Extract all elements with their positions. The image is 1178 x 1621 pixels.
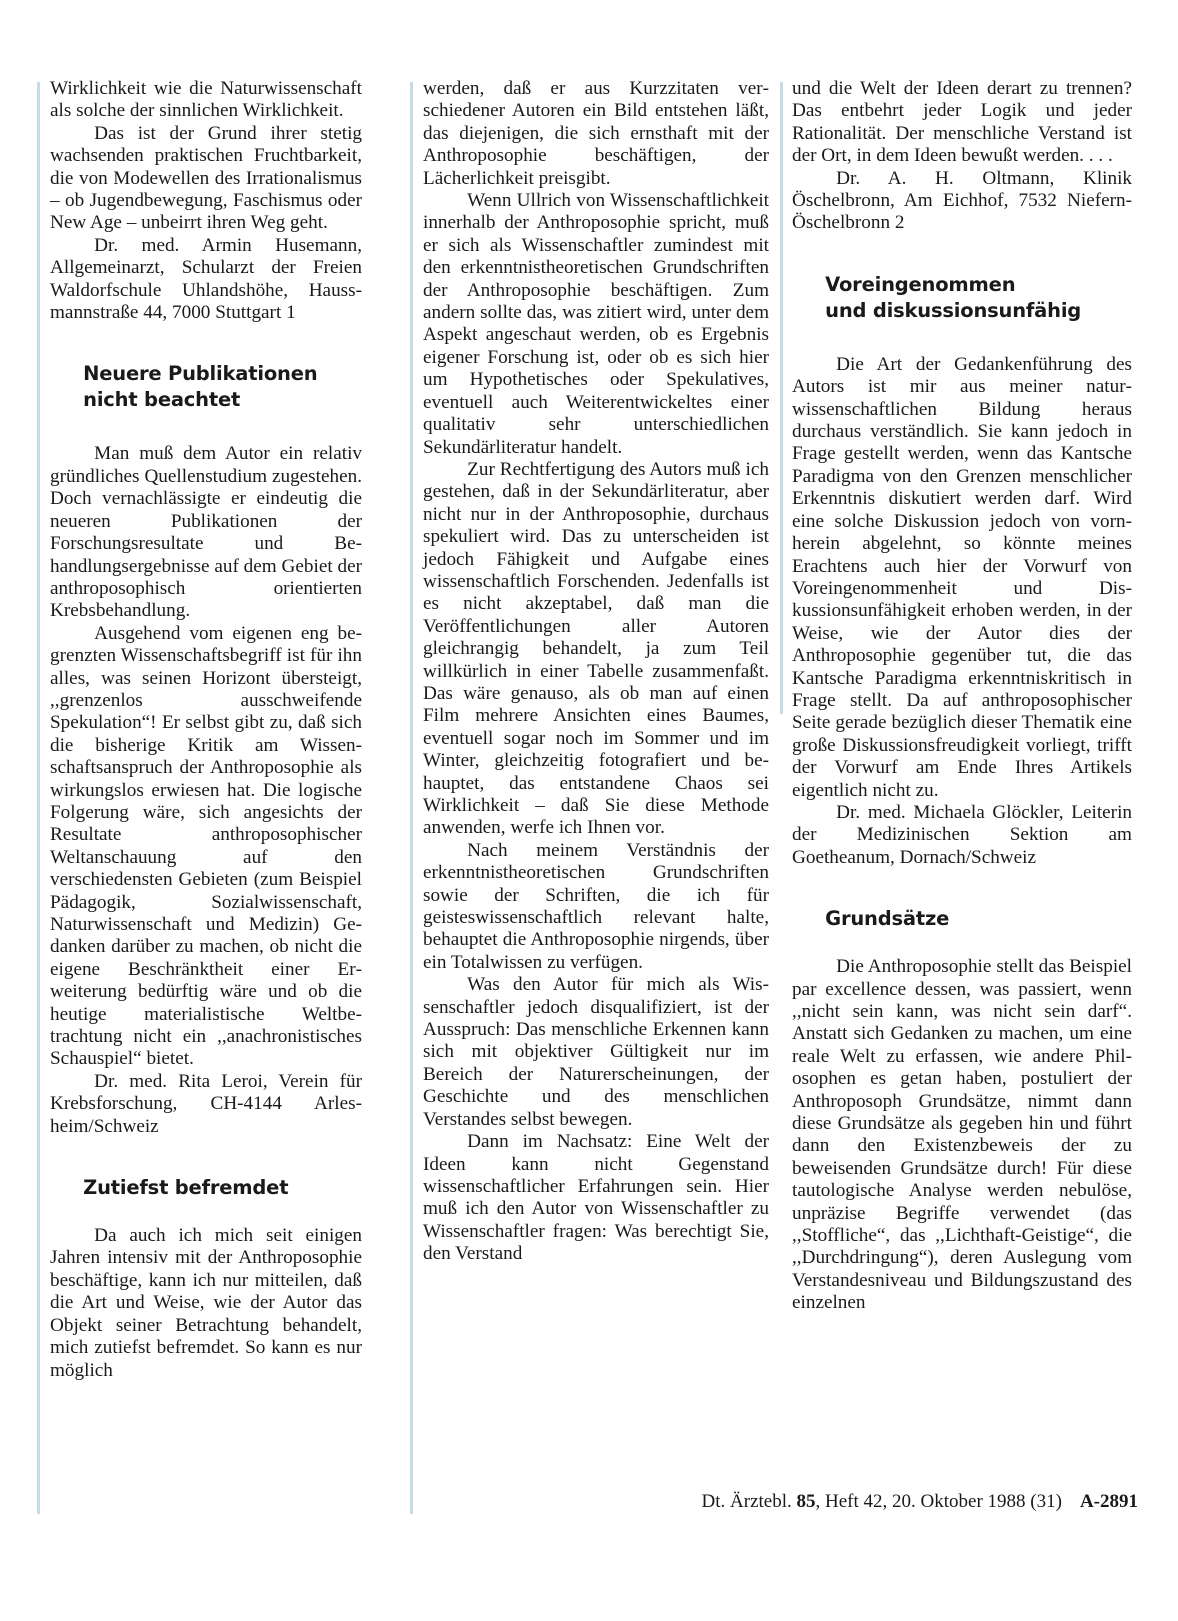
paragraph: Da auch ich mich seit einigen Jahren intensiv mit der Anthroposophie beschäftige, kann ich nur mitteilen, daß die Art und Weise, wie der Autor das Objekt seiner Betrachtung behandelt, mich zutiefst befremdet. So kann es nur möglich	[50, 1225, 362, 1381]
column-middle	[423, 78, 769, 1266]
paragraph: Dann im Nachsatz: Eine Welt der Ideen kann nicht Gegenstand wissenschaftlicher Erfahrungen sein. Hier muß ich den Autor von Wissenschaftler zu Wissenschaftler fragen: Was berechtigt Sie, den Verstand	[423, 1131, 769, 1265]
section-heading	[50, 361, 362, 413]
heading-line: Voreingenommen	[825, 272, 1016, 296]
heading-line: nicht beachtet	[83, 388, 241, 412]
paragraph: Nach meinem Verständnis der erkenntnistheoretischen Grundschriften sowie der Schriften, die ich für geisteswissenschaftlich relevant halte, behauptet die Anthroposophie nirgends, über ein Totalwissen zu verfügen.	[423, 839, 769, 973]
page-number: A-2891	[1079, 1491, 1138, 1512]
paragraph: Wenn Ullrich von Wissenschaftlichkeit innerhalb der Anthroposophie spricht, muß er sich als Wissenschaftler zumindest mit den erkenntnistheoretischen Grundschriften der Anthroposophie beschäftigen. Zum andern sollte das, was zitiert wird, unter dem Aspekt angeschaut werden, ob es Ergebnis eigener Forschung ist, oder ob es sich hier um Hypothetisches oder Spekulatives, eventuell auch Weiterentwickeltes einer qualitativ sehr unterschiedlichen Sekundärliteratur handelt.	[423, 190, 769, 458]
column-rule-left	[37, 82, 40, 1514]
column-right	[792, 78, 1132, 1315]
journal-name: Dt. Ärztebl.	[701, 1491, 792, 1512]
signature: Dr. med. Rita Leroi, Verein für Krebsforschung, CH-4144 Arlesheim/Schweiz	[50, 1070, 362, 1137]
paragraph: Ausgehend vom eigenen eng begrenzten Wissenschaftsbegriff ist für ihn alles, was seinen Horizont übersteigt, ,,grenzenlos ausschweifende Spekulation“! Er selbst gibt zu, daß sich die bisherige Kritik am Wissenschaftsanspruch der Anthroposophie als wirkungslos erwiesen hat. Die logische Folgerung wäre, sich angesichts der Resultate anthroposophischer Weltanschauung auf den verschiedensten Gebieten (zum Beispiel Pädagogik, Sozialwissenschaft, Naturwissenschaft und Medizin) Gedanken darüber zu machen, ob nicht die eigene Beschränktheit einer Erweiterung bedürftig wäre und ob die heutige materialistische Weltbetrachtung nicht ein ,,anachronistisches Schauspiel“ bietet.	[50, 622, 362, 1070]
paragraph: und die Welt der Ideen derart zu trennen? Das entbehrt jeder Logik und jeder Rationalität. Der menschliche Verstand ist der Ort, in dem Ideen bewußt werden. . . .	[792, 78, 1132, 167]
paragraph: Was den Autor für mich als Wissenschaftler jedoch disqualifiziert, ist der Ausspruch: Das menschliche Erkennen kann sich mit objektiver Gültigkeit nur im Bereich der Naturerscheinungen, der Geschichte und des menschlichen Verstandes selbst bewegen.	[423, 974, 769, 1130]
section-heading: Zutiefst befremdet	[83, 1176, 289, 1200]
signature: Dr. A. H. Oltmann, Klinik Öschelbronn, Am Eichhof, 7532 Niefern-Öschelbronn 2	[792, 167, 1132, 234]
paragraph: Man muß dem Autor ein relativ gründliches Quellenstudium zugestehen. Doch vernachlässigte er eindeutig die neueren Publikationen der Forschungsresultate und Behandlungsergebnisse auf dem Gebiet der anthroposophisch orientierten Krebsbehandlung.	[50, 443, 362, 622]
paragraph: Die Art der Gedankenführung des Autors ist mir aus meiner naturwissenschaftlichen Bildung heraus durchaus verständlich. Sie kann jedoch in Frage gestellt werden, wenn das Kantsche Paradigma von den Grenzen menschlicher Erkenntnis diskutiert werden darf. Wird eine solche Diskussion jedoch von vornherein abgelehnt, so könnte meines Erachtens auch hier der Vorwurf von Voreingenommenheit und Diskussionsunfähigkeit erhoben werden, in der Weise, wie der Autor dies der Anthroposophie gegenüber tut, die das Kantsche Paradigma erkenntniskritisch in Frage stellt. Da auf anthroposophischer Seite gerade bezüglich dieser Thematik eine große Diskussionsfreudigkeit vorliegt, trifft der Vorwurf am Ende Ihres Artikels eigentlich nicht zu.	[792, 353, 1132, 801]
signature: Dr. med. Michaela Glöckler, Leiterin der Medizinischen Sektion am Goetheanum, Dornach/Schweiz	[792, 801, 1132, 868]
section-heading: Grundsätze	[825, 907, 950, 931]
paragraph: Zur Rechtfertigung des Autors muß ich gestehen, daß in der Sekundärliteratur, aber nicht nur in der Anthroposophie, durchaus spekuliert wird. Das zu unterscheiden ist jedoch Fähigkeit und Aufgabe eines wissenschaftlich Forschenden. Jedenfalls ist es nicht akzeptabel, daß man die Veröffentlichungen aller Autoren gleichrangig behandelt, ja zum Teil willkürlich in einer Tabelle zusammenfaßt. Das wäre genauso, als ob man auf einen Film mehrere Ansichten eines Baumes, eventuell sogar noch im Sommer und im Winter, gleichzeitig fotografiert und behauptet, das entstandene Chaos sei Wirklichkeit – daß Sie diese Methode anwenden, werfe ich Ihnen vor.	[423, 458, 769, 839]
section-heading	[792, 272, 1132, 324]
issue-date: , Heft 42, 20. Oktober 1988 (31)	[815, 1491, 1062, 1512]
heading-line: und diskussionsunfähig	[825, 298, 1082, 322]
column-rule-middle	[410, 82, 413, 1514]
paragraph: Das ist der Grund ihrer stetig wachsenden praktischen Fruchtbarkeit, die von Modewellen des Irrationalismus – ob Jugendbewegung, Faschismus oder New Age – unbeirrt ihren Weg geht.	[50, 122, 362, 234]
signature: Dr. med. Armin Husemann, Allgemeinarzt, Schularzt der Freien Waldorfschule Uhlandshöhe, Haussmannstraße 44, 7000 Stuttgart 1	[50, 234, 362, 324]
paragraph: Wirklichkeit wie die Naturwissenschaft als solche der sinnlichen Wirklichkeit.	[50, 78, 362, 122]
paragraph: Die Anthroposophie stellt das Beispiel par excellence dessen, was passiert, wenn ,,nicht sein kann, was nicht sein darf“. Anstatt sich Gedanken zu machen, um eine reale Welt zu erfassen, wie andere Philosophen es getan haben, postuliert der Anthroposoph Grundsätze, nimmt dann diese Grundsätze als gegeben hin und führt dann den Existenzbeweis der zu beweisenden Grundsätze durch! Für diese tautologische Analyse werden nebulöse, unpräzise Begriffe verwendet (das ,,Stoffliche“, das ,,Lichthaft-Geistige“, die ,,Durchdringung“), deren Auslegung vom Verstandesniveau und Bildungszustand des einzelnen	[792, 956, 1132, 1314]
paragraph: werden, daß er aus Kurzzitaten verschiedener Autoren ein Bild entstehen läßt, das diejenigen, die sich ernsthaft mit der Anthroposophie beschäftigen, der Lächerlichkeit preisgibt.	[423, 78, 769, 189]
journal-volume: 85	[796, 1491, 816, 1512]
heading-line: Neuere Publikationen	[83, 362, 318, 386]
column-rule-right	[780, 82, 783, 714]
column-left	[50, 78, 362, 1382]
page-footer	[590, 1491, 1138, 1513]
